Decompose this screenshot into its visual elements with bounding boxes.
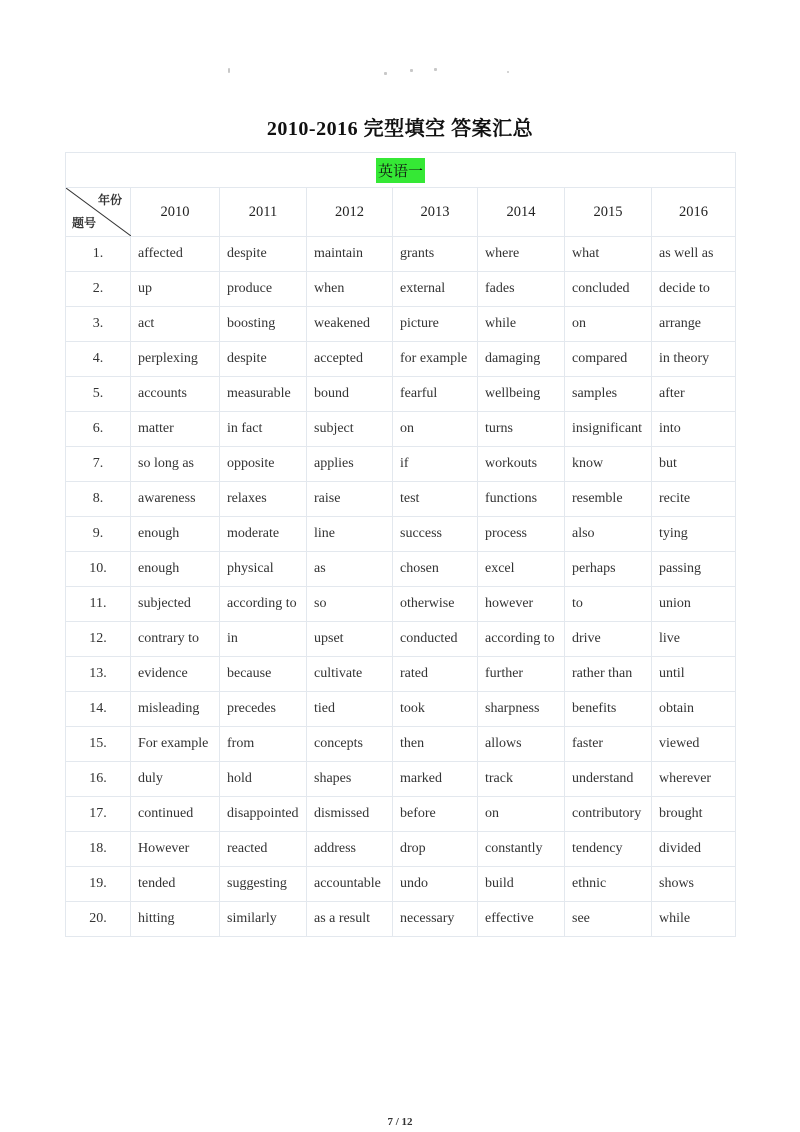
year-header-2016: 2016 bbox=[652, 188, 736, 237]
table-row bbox=[66, 272, 736, 307]
answer-cell-2016: while bbox=[652, 902, 736, 937]
question-number: 4. bbox=[66, 342, 131, 377]
answer-cell-2013: success bbox=[393, 517, 478, 552]
answer-cell-2010: duly bbox=[131, 762, 220, 797]
answer-cell-2013: undo bbox=[393, 867, 478, 902]
question-number: 3. bbox=[66, 307, 131, 342]
table-row bbox=[66, 482, 736, 517]
answer-cell-2011: boosting bbox=[220, 307, 307, 342]
answer-cell-2014: workouts bbox=[478, 447, 565, 482]
answer-cell-2012: weakened bbox=[307, 307, 393, 342]
table-row bbox=[66, 342, 736, 377]
scan-speck bbox=[434, 68, 437, 71]
question-number: 20. bbox=[66, 902, 131, 937]
question-number: 9. bbox=[66, 517, 131, 552]
answer-cell-2015: insignificant bbox=[565, 412, 652, 447]
answer-cell-2012: applies bbox=[307, 447, 393, 482]
answer-cell-2013: before bbox=[393, 797, 478, 832]
answer-cell-2015: contributory bbox=[565, 797, 652, 832]
year-header-2013: 2013 bbox=[393, 188, 478, 237]
answer-cell-2016: in theory bbox=[652, 342, 736, 377]
answer-cell-2012: cultivate bbox=[307, 657, 393, 692]
answer-cell-2012: shapes bbox=[307, 762, 393, 797]
answer-cell-2016: obtain bbox=[652, 692, 736, 727]
answer-cell-2012: dismissed bbox=[307, 797, 393, 832]
answer-cell-2013: otherwise bbox=[393, 587, 478, 622]
answer-cell-2015: see bbox=[565, 902, 652, 937]
question-number: 6. bbox=[66, 412, 131, 447]
answer-cell-2011: hold bbox=[220, 762, 307, 797]
year-header-2014: 2014 bbox=[478, 188, 565, 237]
answer-cell-2014: according to bbox=[478, 622, 565, 657]
year-header-2012: 2012 bbox=[307, 188, 393, 237]
answer-cell-2013: test bbox=[393, 482, 478, 517]
answer-cell-2015: faster bbox=[565, 727, 652, 762]
answer-cell-2014: functions bbox=[478, 482, 565, 517]
scan-speck bbox=[410, 69, 413, 72]
answer-cell-2013: grants bbox=[393, 237, 478, 272]
answer-cell-2014: allows bbox=[478, 727, 565, 762]
answer-cell-2012: subject bbox=[307, 412, 393, 447]
answer-cell-2011: according to bbox=[220, 587, 307, 622]
answer-cell-2011: in bbox=[220, 622, 307, 657]
corner-number-label: 题号 bbox=[72, 216, 97, 230]
answer-cell-2013: fearful bbox=[393, 377, 478, 412]
answer-cell-2014: however bbox=[478, 587, 565, 622]
table-row bbox=[66, 587, 736, 622]
answer-cell-2016: tying bbox=[652, 517, 736, 552]
answer-cell-2015: what bbox=[565, 237, 652, 272]
question-number: 14. bbox=[66, 692, 131, 727]
year-header-2015: 2015 bbox=[565, 188, 652, 237]
table-row bbox=[66, 727, 736, 762]
table-row bbox=[66, 622, 736, 657]
answer-cell-2016: union bbox=[652, 587, 736, 622]
answer-cell-2012: upset bbox=[307, 622, 393, 657]
answer-cell-2010: evidence bbox=[131, 657, 220, 692]
answer-cell-2011: because bbox=[220, 657, 307, 692]
answer-cell-2013: conducted bbox=[393, 622, 478, 657]
table-row bbox=[66, 307, 736, 342]
answer-table-container bbox=[65, 152, 735, 937]
table-row bbox=[66, 517, 736, 552]
answer-cell-2012: as bbox=[307, 552, 393, 587]
answer-cell-2012: concepts bbox=[307, 727, 393, 762]
scan-speck bbox=[384, 72, 387, 75]
year-header-row bbox=[66, 188, 736, 237]
answer-cell-2011: opposite bbox=[220, 447, 307, 482]
answer-cell-2016: but bbox=[652, 447, 736, 482]
corner-year-label: 年份 bbox=[97, 193, 122, 207]
answer-cell-2014: where bbox=[478, 237, 565, 272]
question-number: 18. bbox=[66, 832, 131, 867]
table-row bbox=[66, 762, 736, 797]
answer-cell-2012: as a result bbox=[307, 902, 393, 937]
answer-cell-2011: despite bbox=[220, 237, 307, 272]
table-row bbox=[66, 692, 736, 727]
table-row bbox=[66, 832, 736, 867]
answer-cell-2015: concluded bbox=[565, 272, 652, 307]
answer-cell-2013: marked bbox=[393, 762, 478, 797]
answer-cell-2015: on bbox=[565, 307, 652, 342]
answer-cell-2015: to bbox=[565, 587, 652, 622]
answer-cell-2012: accountable bbox=[307, 867, 393, 902]
answer-cell-2016: after bbox=[652, 377, 736, 412]
page-title: 2010-2016 完型填空 答案汇总 bbox=[266, 118, 534, 140]
table-row bbox=[66, 377, 736, 412]
answer-cell-2010: misleading bbox=[131, 692, 220, 727]
answer-cell-2010: matter bbox=[131, 412, 220, 447]
table-row bbox=[66, 412, 736, 447]
scan-speck bbox=[228, 68, 230, 73]
answer-cell-2016: brought bbox=[652, 797, 736, 832]
answer-cell-2013: on bbox=[393, 412, 478, 447]
answer-cell-2011: measurable bbox=[220, 377, 307, 412]
answer-cell-2015: drive bbox=[565, 622, 652, 657]
answer-cell-2010: However bbox=[131, 832, 220, 867]
answer-cell-2010: up bbox=[131, 272, 220, 307]
table-row bbox=[66, 797, 736, 832]
answer-cell-2014: sharpness bbox=[478, 692, 565, 727]
answer-cell-2016: viewed bbox=[652, 727, 736, 762]
answer-cell-2011: reacted bbox=[220, 832, 307, 867]
question-number: 10. bbox=[66, 552, 131, 587]
answer-cell-2012: bound bbox=[307, 377, 393, 412]
section-caption-cell bbox=[66, 153, 736, 188]
answer-cell-2016: into bbox=[652, 412, 736, 447]
answer-cell-2011: suggesting bbox=[220, 867, 307, 902]
table-row bbox=[66, 447, 736, 482]
answer-cell-2011: from bbox=[220, 727, 307, 762]
answer-cell-2015: ethnic bbox=[565, 867, 652, 902]
answer-cell-2015: tendency bbox=[565, 832, 652, 867]
answer-cell-2013: picture bbox=[393, 307, 478, 342]
answer-cell-2011: similarly bbox=[220, 902, 307, 937]
answer-cell-2016: divided bbox=[652, 832, 736, 867]
scan-specks bbox=[0, 0, 800, 100]
answer-cell-2011: moderate bbox=[220, 517, 307, 552]
answer-cell-2013: rated bbox=[393, 657, 478, 692]
answer-cell-2010: For example bbox=[131, 727, 220, 762]
question-number: 17. bbox=[66, 797, 131, 832]
answer-cell-2010: hitting bbox=[131, 902, 220, 937]
question-number: 19. bbox=[66, 867, 131, 902]
corner-header-cell bbox=[66, 188, 131, 237]
answer-cell-2013: drop bbox=[393, 832, 478, 867]
answer-cell-2014: turns bbox=[478, 412, 565, 447]
answer-cell-2016: recite bbox=[652, 482, 736, 517]
answer-cell-2014: process bbox=[478, 517, 565, 552]
answer-cell-2015: benefits bbox=[565, 692, 652, 727]
year-header-2011: 2011 bbox=[220, 188, 307, 237]
answer-cell-2013: necessary bbox=[393, 902, 478, 937]
table-row bbox=[66, 902, 736, 937]
answer-cell-2015: perhaps bbox=[565, 552, 652, 587]
question-number: 11. bbox=[66, 587, 131, 622]
answer-cell-2012: address bbox=[307, 832, 393, 867]
answer-cell-2010: contrary to bbox=[131, 622, 220, 657]
answer-cell-2016: live bbox=[652, 622, 736, 657]
answer-cell-2012: accepted bbox=[307, 342, 393, 377]
answer-cell-2012: so bbox=[307, 587, 393, 622]
question-number: 12. bbox=[66, 622, 131, 657]
answer-cell-2011: relaxes bbox=[220, 482, 307, 517]
answer-cell-2013: chosen bbox=[393, 552, 478, 587]
answer-cell-2010: act bbox=[131, 307, 220, 342]
answer-cell-2014: while bbox=[478, 307, 565, 342]
answer-cell-2016: shows bbox=[652, 867, 736, 902]
scan-speck bbox=[507, 71, 509, 73]
answer-cell-2012: line bbox=[307, 517, 393, 552]
answer-cell-2010: so long as bbox=[131, 447, 220, 482]
answer-cell-2010: affected bbox=[131, 237, 220, 272]
answer-table bbox=[65, 152, 736, 937]
question-number: 5. bbox=[66, 377, 131, 412]
table-row bbox=[66, 867, 736, 902]
answer-cell-2010: tended bbox=[131, 867, 220, 902]
answer-cell-2010: accounts bbox=[131, 377, 220, 412]
section-caption-row bbox=[66, 153, 736, 188]
table-row bbox=[66, 552, 736, 587]
answer-cell-2014: build bbox=[478, 867, 565, 902]
answer-cell-2013: then bbox=[393, 727, 478, 762]
answer-cell-2016: until bbox=[652, 657, 736, 692]
question-number: 1. bbox=[66, 237, 131, 272]
question-number: 15. bbox=[66, 727, 131, 762]
question-number: 2. bbox=[66, 272, 131, 307]
table-row bbox=[66, 237, 736, 272]
answer-cell-2015: also bbox=[565, 517, 652, 552]
answer-cell-2014: further bbox=[478, 657, 565, 692]
answer-cell-2013: for example bbox=[393, 342, 478, 377]
answer-cell-2016: arrange bbox=[652, 307, 736, 342]
page-number: 7 / 12 bbox=[387, 1116, 413, 1128]
answer-cell-2014: on bbox=[478, 797, 565, 832]
table-row bbox=[66, 657, 736, 692]
answer-cell-2011: precedes bbox=[220, 692, 307, 727]
answer-cell-2010: continued bbox=[131, 797, 220, 832]
answer-cell-2012: tied bbox=[307, 692, 393, 727]
question-number: 16. bbox=[66, 762, 131, 797]
answer-cell-2013: if bbox=[393, 447, 478, 482]
answer-cell-2015: know bbox=[565, 447, 652, 482]
answer-cell-2010: awareness bbox=[131, 482, 220, 517]
answer-cell-2015: understand bbox=[565, 762, 652, 797]
answer-cell-2015: rather than bbox=[565, 657, 652, 692]
answer-cell-2014: damaging bbox=[478, 342, 565, 377]
answer-cell-2011: produce bbox=[220, 272, 307, 307]
answer-cell-2010: enough bbox=[131, 517, 220, 552]
answer-cell-2014: excel bbox=[478, 552, 565, 587]
answer-cell-2015: compared bbox=[565, 342, 652, 377]
section-label: 英语一 bbox=[376, 158, 425, 183]
answer-cell-2016: decide to bbox=[652, 272, 736, 307]
question-number: 7. bbox=[66, 447, 131, 482]
question-number: 8. bbox=[66, 482, 131, 517]
year-header-2010: 2010 bbox=[131, 188, 220, 237]
answer-cell-2011: in fact bbox=[220, 412, 307, 447]
answer-cell-2014: constantly bbox=[478, 832, 565, 867]
answer-cell-2014: track bbox=[478, 762, 565, 797]
answer-cell-2013: external bbox=[393, 272, 478, 307]
answer-cell-2010: enough bbox=[131, 552, 220, 587]
answer-cell-2013: took bbox=[393, 692, 478, 727]
answer-cell-2014: effective bbox=[478, 902, 565, 937]
answer-cell-2012: raise bbox=[307, 482, 393, 517]
answer-cell-2016: passing bbox=[652, 552, 736, 587]
answer-cell-2011: disappointed bbox=[220, 797, 307, 832]
answer-cell-2012: maintain bbox=[307, 237, 393, 272]
answer-cell-2015: resemble bbox=[565, 482, 652, 517]
answer-cell-2012: when bbox=[307, 272, 393, 307]
answer-cell-2014: fades bbox=[478, 272, 565, 307]
answer-cell-2014: wellbeing bbox=[478, 377, 565, 412]
answer-cell-2010: subjected bbox=[131, 587, 220, 622]
answer-cell-2010: perplexing bbox=[131, 342, 220, 377]
answer-cell-2016: as well as bbox=[652, 237, 736, 272]
question-number: 13. bbox=[66, 657, 131, 692]
answer-cell-2011: despite bbox=[220, 342, 307, 377]
answer-cell-2016: wherever bbox=[652, 762, 736, 797]
answer-cell-2011: physical bbox=[220, 552, 307, 587]
answer-cell-2015: samples bbox=[565, 377, 652, 412]
